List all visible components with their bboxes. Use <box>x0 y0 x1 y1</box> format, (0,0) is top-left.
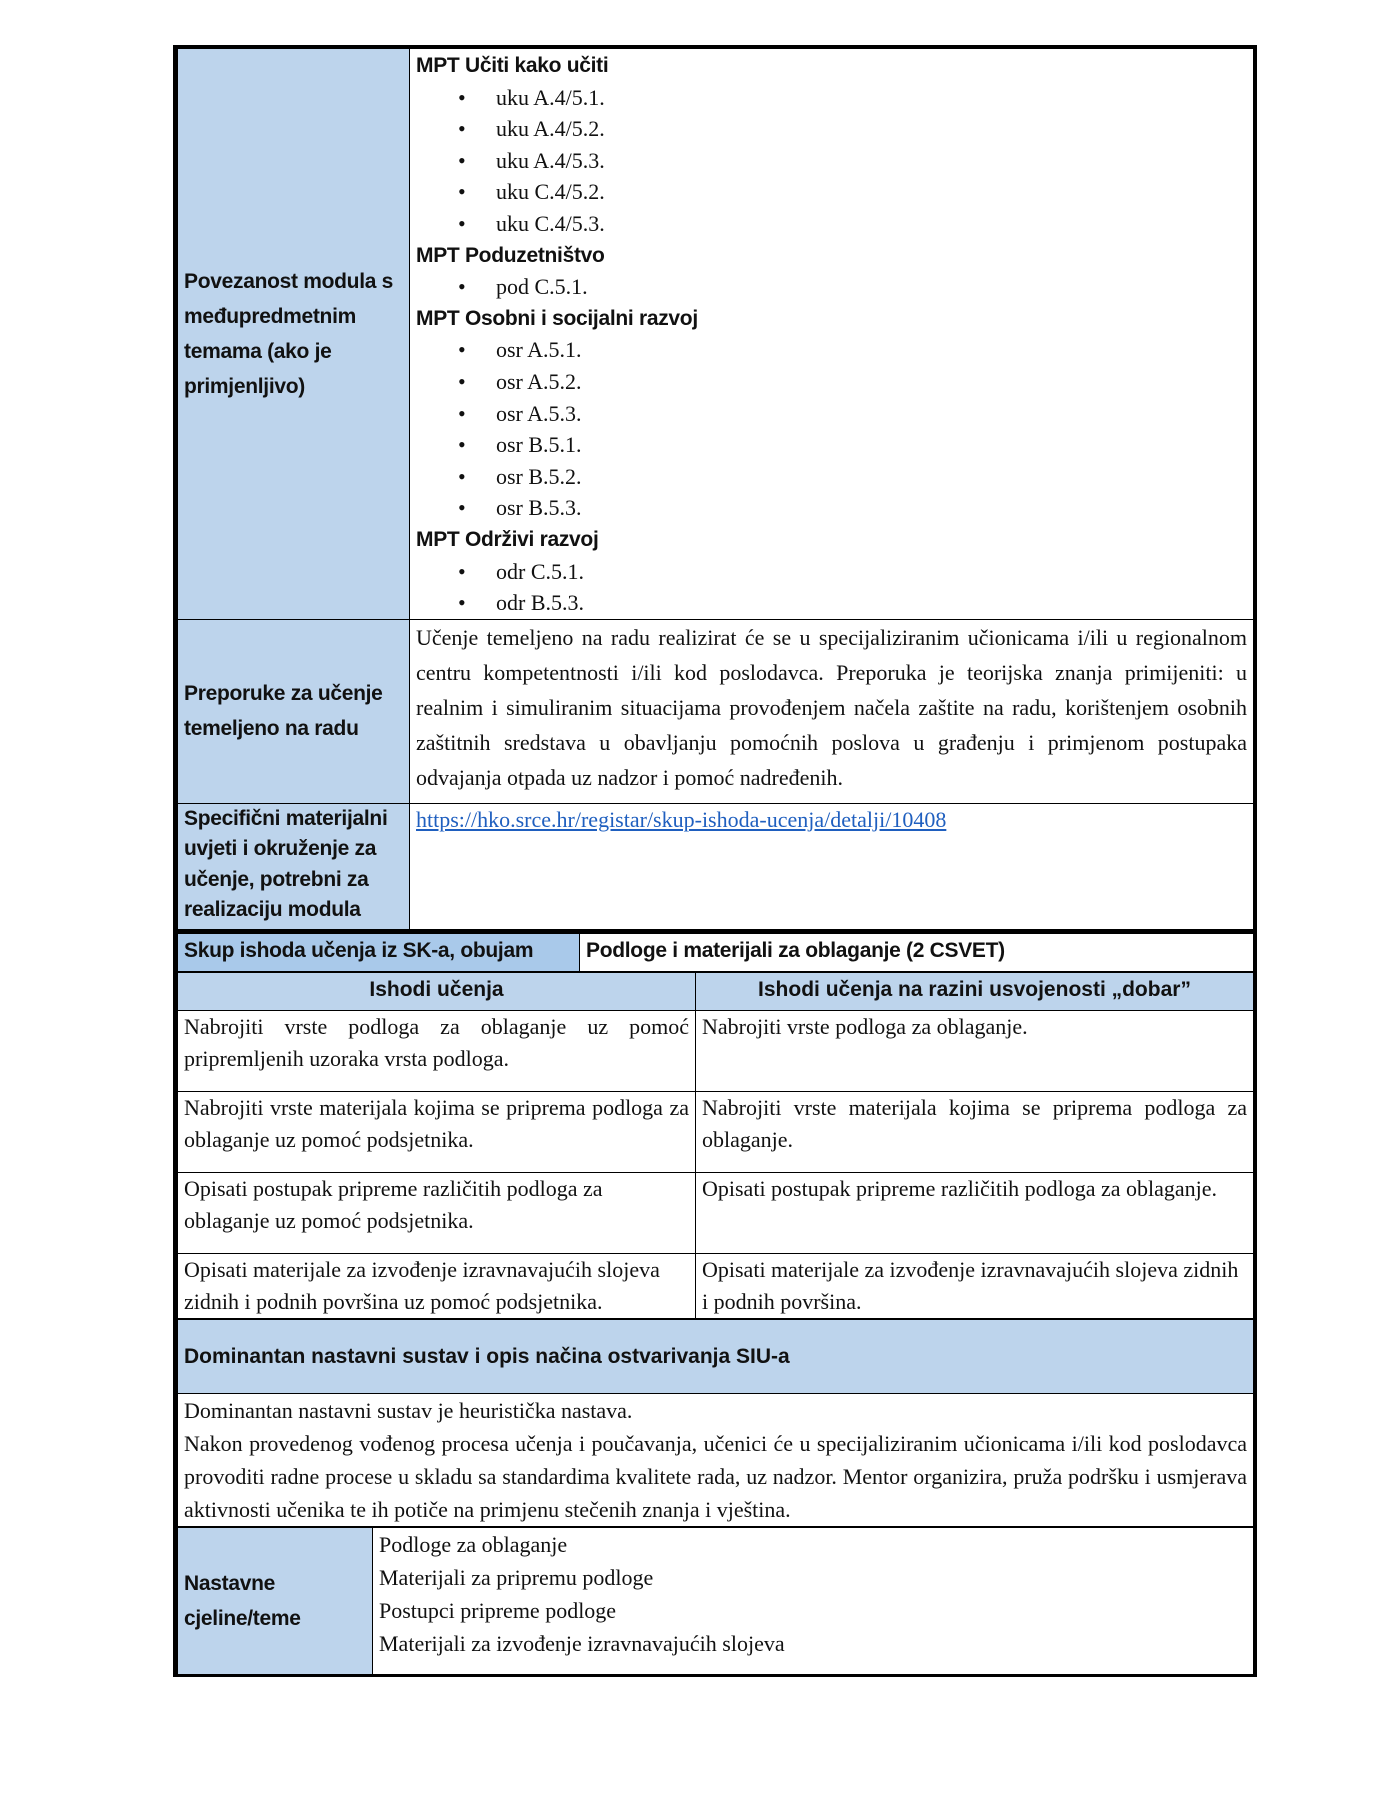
outcomes-table <box>173 972 1257 1319</box>
nastavne-item: Materijali za pripremu podloge <box>379 1565 654 1591</box>
specificni-label: Specifični materijalni uvjeti i okruženje za učenje, potrebni za realizaciju modula <box>176 803 410 929</box>
mpt-group-title: MPT Održivi razvoj <box>416 527 599 551</box>
mpt-list-item: • odr B.5.3. <box>416 587 1247 619</box>
specificni-row <box>176 803 1256 929</box>
outcome-dobar-cell: Opisati materijale za izvođenje izravnavajućih slojeva zidnih i podnih površina. <box>696 1254 1256 1319</box>
mpt-group-title: MPT Učiti kako učiti <box>416 54 609 77</box>
mpt-list <box>416 82 1247 240</box>
mpt-list-item: • osr A.5.2. <box>416 366 1247 398</box>
dominantan-table <box>173 1319 1257 1527</box>
mpt-group <box>416 524 1247 619</box>
mpt-list-item: • osr A.5.1. <box>416 334 1247 366</box>
nastavne-row <box>176 1528 1256 1676</box>
outcome-row <box>176 1011 1256 1092</box>
mpt-group-title: MPT Poduzetništvo <box>416 243 605 267</box>
nastavne-table <box>173 1527 1257 1677</box>
outcome-dobar-cell: Nabrojiti vrste materijala kojima se priprema podloga za oblaganje. <box>696 1092 1256 1173</box>
outcome-row <box>176 1254 1256 1319</box>
sk-row <box>176 932 1256 972</box>
outcome-cell: Nabrojiti vrste podloga za oblaganje uz pomoć pripremljenih uzoraka vrsta podloga. <box>176 1011 696 1092</box>
dominantan-body <box>176 1394 1256 1527</box>
outcomes-header-dobar: Ishodi učenja na razini usvojenosti „dobar” <box>696 973 1256 1011</box>
nastavne-item: Materijali za izvođenje izravnavajućih slojeva <box>379 1631 785 1657</box>
mpt-list-item: • osr B.5.1. <box>416 429 1247 461</box>
mpt-list-item: • osr B.5.3. <box>416 492 1247 524</box>
mpt-list-item: • odr C.5.1. <box>416 556 1247 588</box>
nastavne-content <box>373 1528 1256 1676</box>
povezanost-label: Povezanost modula s međupredmetnim temama (ako je primjenljivo) <box>176 47 410 619</box>
mpt-list-item: • uku A.4/5.2. <box>416 113 1247 145</box>
preporuke-row <box>176 619 1256 803</box>
nastavne-label: Nastavne cjeline/teme <box>176 1528 373 1676</box>
mpt-list <box>416 556 1247 619</box>
nastavne-item: Podloge za oblaganje <box>379 1532 568 1558</box>
povezanost-row <box>176 47 1256 619</box>
dominantan-header-row <box>176 1320 1256 1394</box>
curriculum-document <box>173 45 1257 1677</box>
outcomes-header-row <box>176 973 1256 1011</box>
mpt-list-item: • uku C.4/5.2. <box>416 176 1247 208</box>
mpt-group <box>416 303 1247 524</box>
outcome-row <box>176 1173 1256 1254</box>
module-info-table <box>173 45 1257 930</box>
mpt-group <box>416 240 1247 303</box>
dominantan-line2: Nakon provedenog vođenog procesa učenja i poučavanja, učenici će u specijaliziranim učionicama i/ili kod poslodavca provoditi radne procese u skladu sa standardima kvalitete rada, uz nadzor. Mentor organizira, pruža podršku i usmjerava aktivnosti učenika te ih potiče na primjenu stečenih znanja i vještina. <box>184 1431 1247 1523</box>
mpt-list <box>416 271 1247 303</box>
mpt-list-item: • uku A.4/5.1. <box>416 82 1247 114</box>
outcome-dobar-cell: Opisati postupak pripreme različitih podloga za oblaganje. <box>696 1173 1256 1254</box>
mpt-list-item: • osr B.5.2. <box>416 461 1247 493</box>
outcome-dobar-cell: Nabrojiti vrste podloga za oblaganje. <box>696 1011 1256 1092</box>
mpt-list-item: • uku C.4/5.3. <box>416 208 1247 240</box>
mpt-list <box>416 334 1247 524</box>
outcome-cell: Nabrojiti vrste materijala kojima se priprema podloga za oblaganje uz pomoć podsjetnika. <box>176 1092 696 1173</box>
outcome-row <box>176 1092 1256 1173</box>
mpt-list-item: • pod C.5.1. <box>416 271 1247 303</box>
sk-table <box>173 930 1257 973</box>
dominantan-body-row <box>176 1394 1256 1527</box>
nastavne-item: Postupci pripreme podloge <box>379 1598 617 1624</box>
outcomes-header-ishodi: Ishodi učenja <box>176 973 696 1011</box>
dominantan-header: Dominantan nastavni sustav i opis načina ostvarivanja SIU-a <box>176 1320 1256 1394</box>
sk-value: Podloge i materijali za oblaganje (2 CSVET) <box>580 932 1256 972</box>
sk-label: Skup ishoda učenja iz SK-a, obujam <box>176 932 580 972</box>
mpt-group <box>416 50 1247 240</box>
preporuke-text: Učenje temeljeno na radu realizirat će se u specijaliziranim učionicama i/ili u regionalnom centru kompetentnosti i/ili kod poslodavca. Preporuka je teorijska znanja primijeniti: u realnim i simuliranim situacijama provođenjem načela zaštite na radu, korištenjem osobnih zaštitnih sredstava u obavljanju pomoćnih poslova u građenju i primjenom postupaka odvajanja otpada uz nadzor i pomoć nadređenih. <box>410 619 1256 803</box>
hko-register-link[interactable]: https://hko.srce.hr/registar/skup-ishoda-ucenja/detalji/10408 <box>416 806 947 832</box>
mpt-list-item: • uku A.4/5.3. <box>416 145 1247 177</box>
mpt-group-title: MPT Osobni i socijalni razvoj <box>416 306 698 330</box>
povezanost-content <box>410 47 1256 619</box>
outcome-cell: Opisati materijale za izvođenje izravnavajućih slojeva zidnih i podnih površina uz pomoć podsjetnika. <box>176 1254 696 1319</box>
preporuke-label: Preporuke za učenje temeljeno na radu <box>176 619 410 803</box>
outcome-cell: Opisati postupak pripreme različitih podloga za oblaganje uz pomoć podsjetnika. <box>176 1173 696 1254</box>
specificni-content <box>410 803 1256 929</box>
mpt-list-item: • osr A.5.3. <box>416 398 1247 430</box>
dominantan-line1: Dominantan nastavni sustav je heuristička nastava. <box>184 1398 633 1424</box>
